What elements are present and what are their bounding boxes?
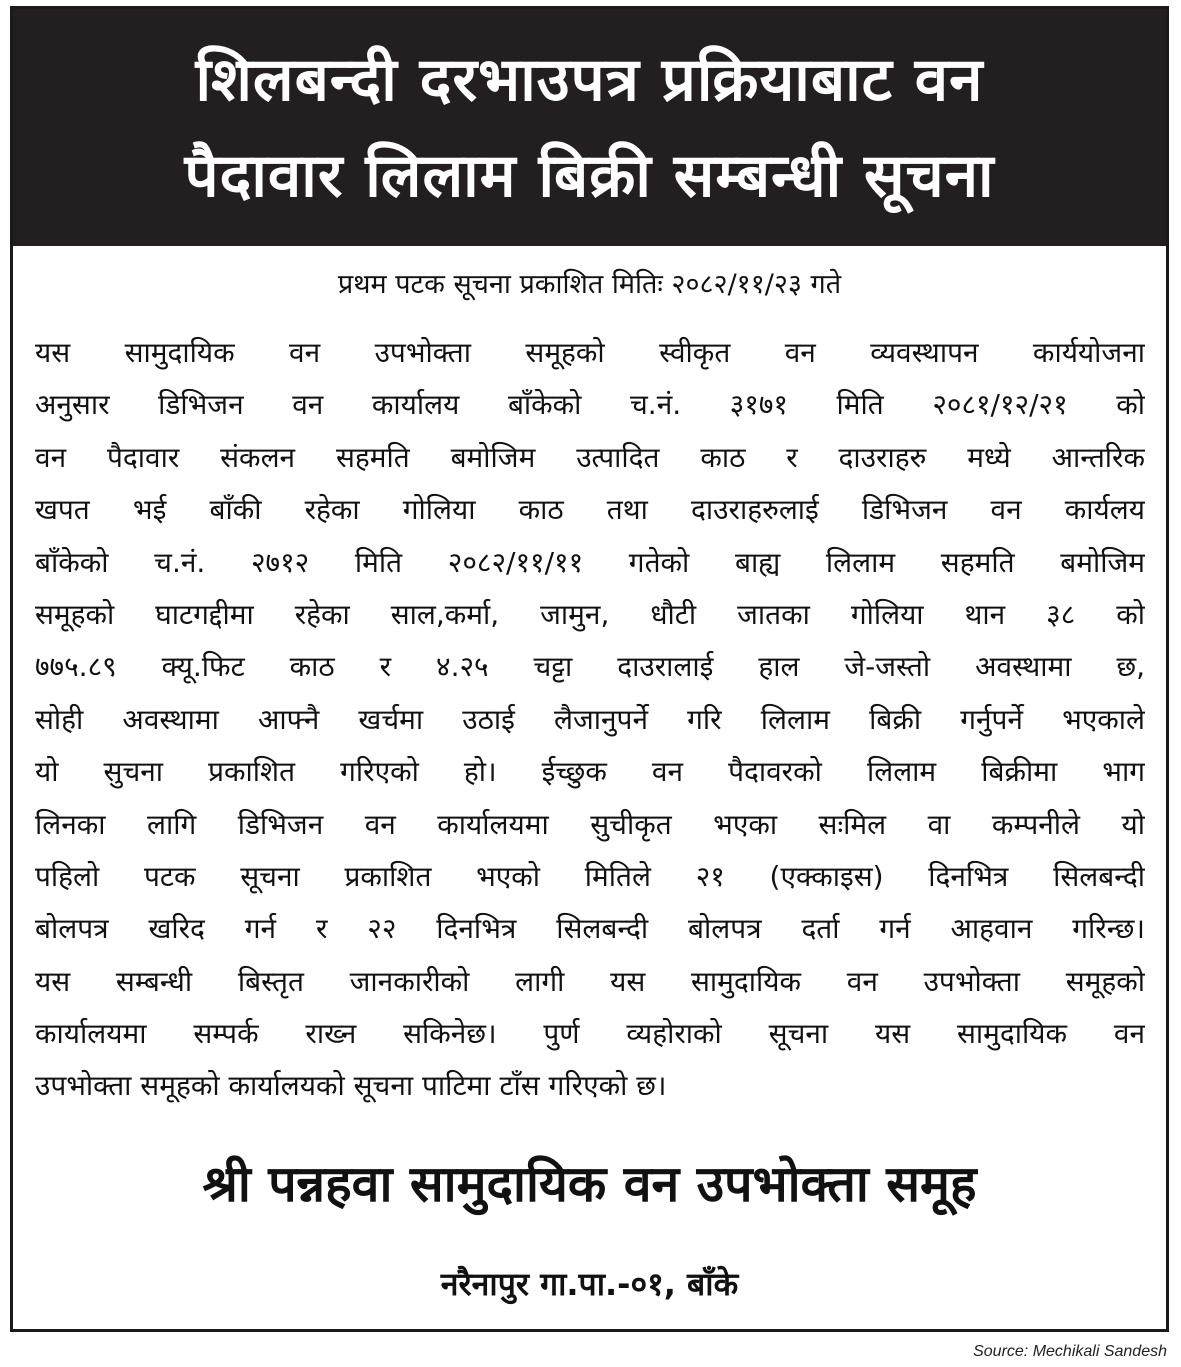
notice-body [35,327,1145,1113]
notice-body-line: खपत भई बाँकी रहेका गोलिया काठ तथा दाउराहरुलाई डिभिजन वन कार्यलय [35,493,1145,527]
notice-body-line: यस सामुदायिक वन उपभोक्ता समूहको स्वीकृत वन व्यवस्थापन कार्ययोजना [35,336,1145,369]
notice-body-line: अनुसार डिभिजन वन कार्यालय बाँकेको च.नं. ३१७१ मिति २०८१/१२/२१ को [35,388,1145,422]
source-credit: Source: Mechikali Sandesh [973,1343,1167,1360]
notice-body-line: बोलपत्र खरिद गर्न र २२ दिनभित्र सिलबन्दी बोलपत्र दर्ता गर्न आहवान गरिन्छ। [35,912,1145,946]
organization-name: श्री पन्नहवा सामुदायिक वन उपभोक्ता समूह [202,1155,977,1213]
notice-body-line: बाँकेको च.नं. २७१२ मिति २०८२/११/११ गतेको बाह्य लिलाम सहमति बमोजिम [35,545,1145,579]
notice-title-line-1: शिलबन्दी दरभाउपत्र प्रक्रियाबाट वन [195,44,984,115]
notice-body-line: लिनका लागि डिभिजन वन कार्यालयमा सुचीकृत भएका सःमिल वा कम्पनीले यो [35,807,1145,841]
notice-body-line: ७७५.८९ क्यू.फिट काठ र ४.२५ चट्टा दाउरालाई हाल जे-जस्तो अवस्थामा छ, [35,650,1145,684]
notice-body-line: यस सम्बन्धी बिस्तृत जानकारीको लागी यस सामुदायिक वन उपभोक्ता समूहको [35,964,1145,998]
notice-body-line: सोही अवस्थामा आफ्नै खर्चमा उठाई लैजानुपर्ने गरि लिलाम बिक्री गर्नुपर्ने भएकाले [35,702,1145,736]
notice-body-line: कार्यालयमा सम्पर्क राख्न सकिनेछ। पुर्ण व्यहोराको सूचना यस सामुदायिक वन [35,1017,1145,1051]
notice-body-line: यो सुचना प्रकाशित गरिएको हो। ईच्छुक वन पैदावरको लिलाम बिक्रीमा भाग [35,755,1145,789]
publication-date: प्रथम पटक सूचना प्रकाशित मितिः २०८२/११/२३ गते [337,269,842,300]
notice-header [13,9,1166,246]
notice-body-line: पहिलो पटक सूचना प्रकाशित भएको मितिले २१ (एक्काइस) दिनभित्र सिलबन्दी [35,859,1145,893]
notice-body-line: उपभोक्ता समूहको कार्यालयको सूचना पाटिमा टाँस गरिएको छ। [35,1069,667,1103]
notice-title-line-2: पैदावार लिलाम बिक्री सम्बन्धी सूचना [184,140,995,211]
notice-frame [10,6,1169,1332]
notice-body-line: समूहको घाटगद्दीमा रहेका साल,कर्मा, जामुन, धौटी जातका गोलिया थान ३८ को [35,597,1145,631]
notice-body-line: वन पैदावार संकलन सहमति बमोजिम उत्पादित काठ र दाउराहरु मध्ये आन्तरिक [35,440,1145,474]
organization-address: नरैनापुर गा.पा.-०१, बाँके [440,1265,739,1303]
